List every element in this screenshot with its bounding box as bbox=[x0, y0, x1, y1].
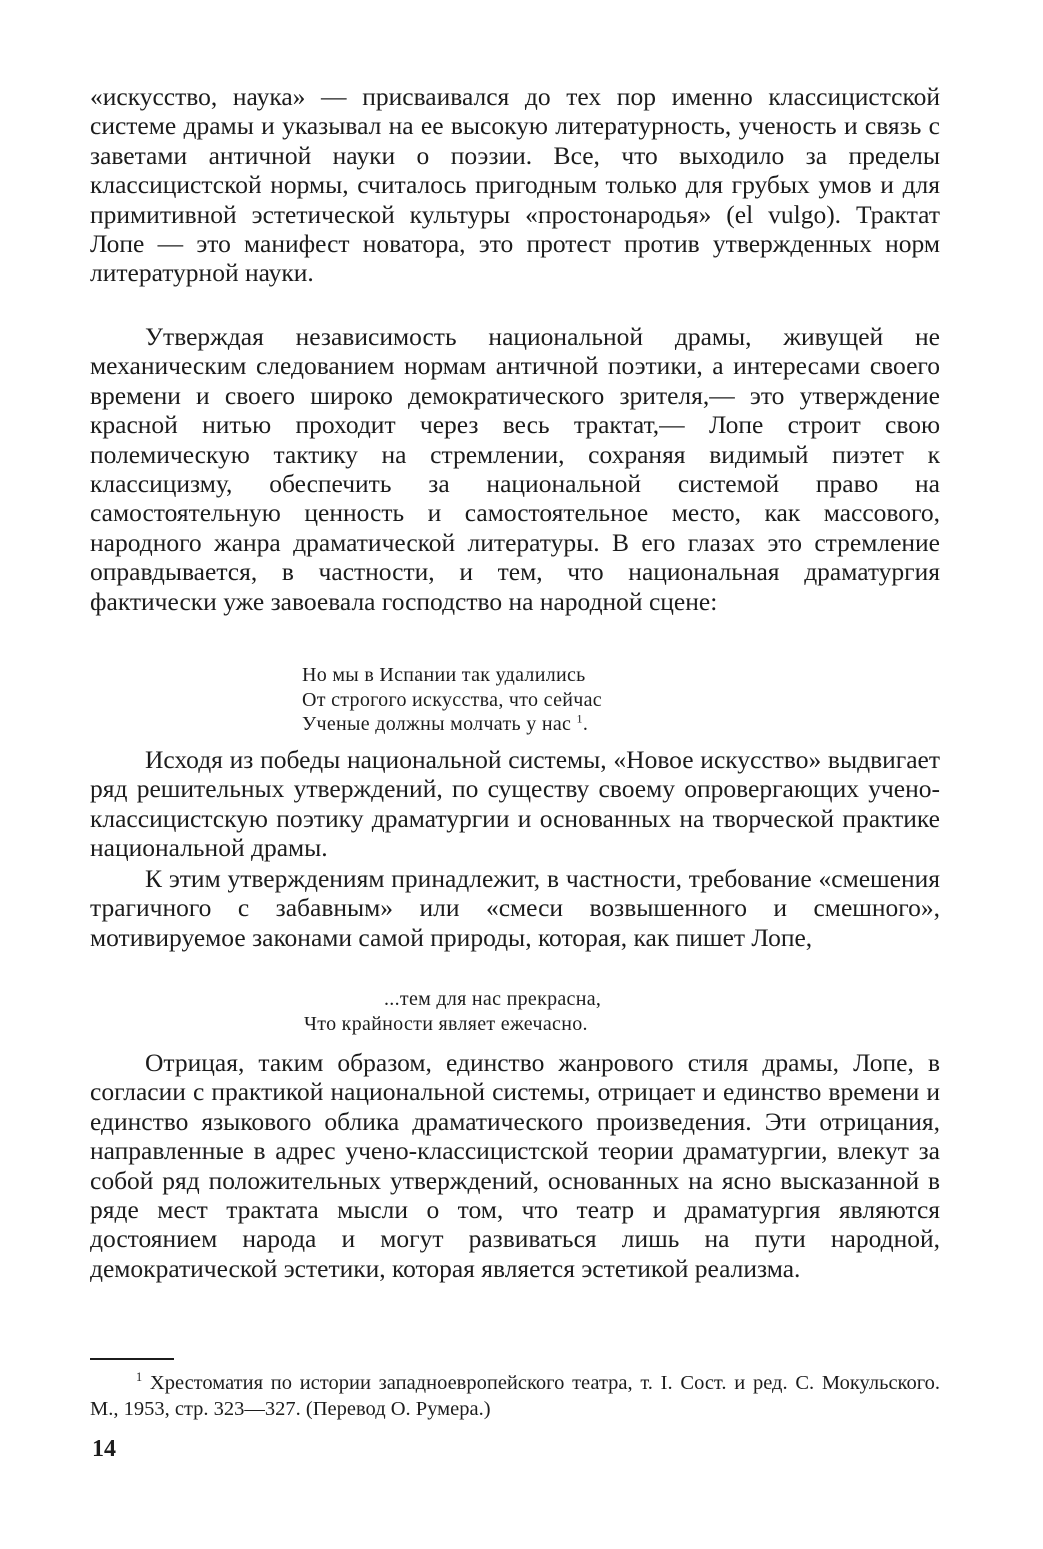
page-number: 14 bbox=[92, 1436, 116, 1462]
paragraph-independence: Утверждая независимость национальной драмы, живущей не механическим следованием нормам античной поэтики, а интересами своего времени и своего широко демократического зрителя,— это утверждение красной нитью проходит через весь трактат,— Лопе строит свою полемическую тактику на стремлении, сохраняя видимый пиэтет к классицизму, обеспечить за национальной системой право на самостоятельную ценность и самостоятельное место, как массового, народного жанра драматической литературы. В его глазах это стремление оправдывается, в частности, и тем, что национальная драматургия фактически уже завоевала господство на народной сцене: bbox=[90, 322, 940, 616]
verse-line-text: Ученые должны молчать у нас bbox=[302, 713, 572, 735]
paragraph-realism: Отрицая, таким образом, единство жанрового стиля драмы, Лопе, в согласии с практикой национальной системы, отрицает и единство времени и единство языкового облика драматического произведения. Эти отрицания, направленные в адрес учено-классицистской теории драматургии, влекут за собой ряд положительных утверждений, основанных на ясно высказанной в ряде мест трактата мысли о том, что театр и драматургия являются достоянием народа и могут развиваться лишь на пути народной, демократической эстетики, которая является эстетикой реализма. bbox=[90, 1048, 940, 1283]
verse-line: Ученые должны молчать у нас $^1$. bbox=[302, 711, 589, 735]
footnote-text: Хрестоматия по истории западноевропейского театра, т. I. Сост. и ред. С. Мокульского. М., 1953, стр. 323—327. (Перевод О. Румера.) bbox=[90, 1372, 941, 1420]
footnote-reference[interactable]: 1 bbox=[576, 711, 583, 726]
footnote bbox=[90, 1370, 940, 1422]
verse-line: Но мы в Испании так удалились bbox=[302, 664, 586, 686]
verse-line: От строгого искусства, что сейчас bbox=[302, 688, 602, 711]
verse-quote-spain bbox=[302, 663, 602, 737]
footnote-mark: 1 bbox=[136, 1370, 143, 1385]
verse-quote-nature bbox=[304, 987, 601, 1036]
paragraph-continuation: «искусство, наука» — присваивался до тех пор именно классицистской системе драмы и указывал на ее высокую литературность, ученость и связь с заветами античной науки о поэзии. Все, что выходило за пределы классицистской нормы, считалось пригодным только для грубых умов и для примитивной эстетической культуры «простонародья» (el vulgo). Трактат Лопе — это манифест новатора, это протест против утвержденных норм литературной науки. bbox=[90, 82, 940, 288]
paragraph-victory: Исходя из победы национальной системы, «Новое искусство» выдвигает ряд решительных утверждений, по существу своему опровергающих учено-классицистскую поэтику драматургии и основанных на творческой практике национальной драмы. bbox=[90, 745, 940, 863]
verse-line: ...тем для нас прекрасна, bbox=[384, 988, 602, 1010]
paragraph-mixing: К этим утверждениям принадлежит, в частности, требование «смешения трагичного с забавным» или «смеси возвышенного и смешного», мотивируемое законами самой природы, которая, как пишет Лопе, bbox=[90, 864, 940, 952]
verse-line: Что крайности являет ежечасно. bbox=[304, 1012, 588, 1035]
footnote-divider bbox=[90, 1358, 174, 1360]
